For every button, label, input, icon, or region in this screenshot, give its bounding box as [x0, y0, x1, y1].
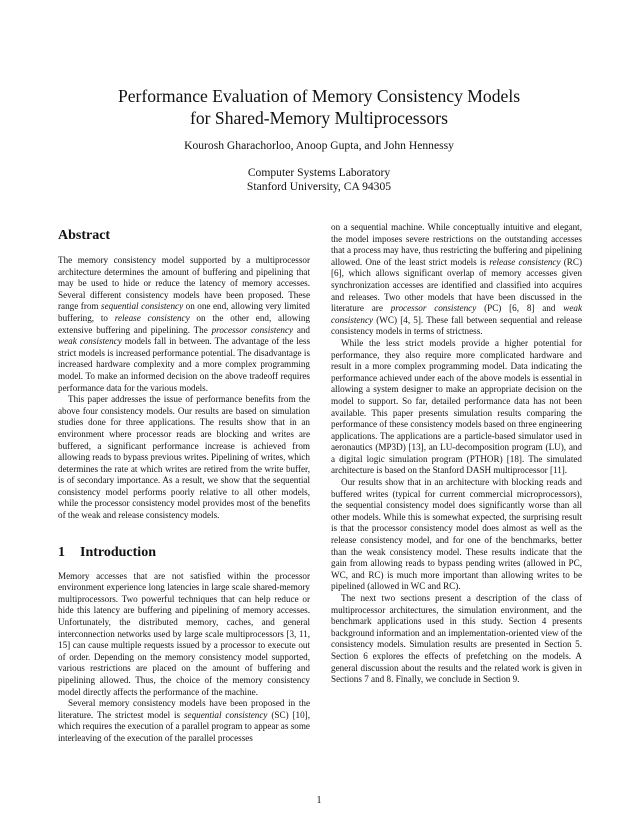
emphasized-term: processor consistency — [390, 303, 477, 314]
intro-paragraph-1: Memory accesses that are not satisfied within the processor environment experience long latencies in large scale shared-memory multiprocessors. Two powerful techniques that can help reduce or hide this latency are buffering and pipelining of memory accesses. Unfortunately, the distributed memory, caches, and general interconnection networks used by large scale multiprocessors [3, 11, 15] can cause multiple requests issued by a processor to execute out of order. Depending on the memory consistency model supported, various restrictions are placed on the amount of buffering and pipelining allowed. Thus, the choice of the memory consistency model directly affects the performance of the machine. — [58, 570, 310, 697]
body-paragraph-2: While the less strict models provide a higher potential for performance, they also require more complicated hardware and result in a more complex programming model. Data indicating the performance achieved under each of the above models is essential in allowing a system designer to make an appropriate decision on the model to support. So far, detailed performance data has not been available. This paper presents simulation results comparing the performance of these consistency models based on three engineering applications. The applications are a particle-based simulator used in aeronautics (MP3D) [13], an LU-decomposition program (LU), and a digital logic simulation program (PTHOR) [18]. The simulated architecture is based on the Stanford DASH multiprocessor [11]. — [331, 337, 582, 476]
body-paragraph-1 — [331, 222, 582, 338]
text-run: on one end, allowing very limited buffering, to — [58, 301, 310, 323]
text-run: on the other end, allowing extensive buffering and pipelining. The — [58, 312, 310, 335]
emphasized-term: sequential consistency — [101, 301, 184, 312]
abstract-paragraph-1 — [58, 255, 310, 394]
authors: Kourosh Gharachorloo, Anoop Gupta, and John Hennessy — [184, 139, 454, 152]
text-run: Several memory consistency models have been proposed in the literature. The strictest model is — [58, 698, 310, 720]
paper-title — [0, 85, 638, 129]
left-column — [58, 222, 310, 745]
text-run: (PC) [6, 8] and — [476, 303, 564, 314]
page-number: 1 — [316, 795, 322, 806]
emphasized-term: weak consistency — [331, 303, 583, 325]
abstract-heading: Abstract — [58, 228, 111, 243]
text-run: The memory consistency model supported by a multiprocessor architecture determines the amount of buffering and pipelining that may be used to hide or reduce the latency of memory accesses. Several different consistency models have been proposed. These range from — [58, 255, 310, 312]
text-run: on a sequential machine. While conceptually intuitive and elegant, the model imposes severe restrictions on the outstanding accesses that a process may have, thus restricting the buffering and pipelining allowed. One of the least strict models is — [331, 222, 582, 267]
emphasized-term: release consistency — [114, 312, 190, 323]
text-run: and — [293, 324, 310, 335]
affiliation-line-2: Stanford University, CA 94305 — [246, 180, 392, 193]
emphasized-term: weak consistency — [58, 336, 122, 347]
emphasized-term: processor consistency — [211, 324, 294, 335]
section-number: 1 — [58, 544, 65, 560]
introduction-heading — [58, 545, 310, 561]
intro-paragraph-2 — [58, 698, 310, 744]
affiliation-line-1: Computer Systems Laboratory — [247, 166, 391, 179]
affiliation — [0, 166, 638, 194]
text-run: (WC) [4, 5]. These fall between sequential and release consistency models in terms of strictness. — [331, 314, 582, 337]
title-line-1: Performance Evaluation of Memory Consistency Models — [117, 86, 521, 106]
body-paragraph-3: Our results show that in an architecture with blocking reads and buffered writes (typical for current commercial microprocessors), the sequential consistency model does significantly worse than all other models. While this is somewhat expected, the surprising result is that the processor consistency model does almost as well as the release consistency model, and for one of the benchmarks, better than the weak consistency model. These results indicate that the gain from allowing reads to bypass pending writes (allowed in PC, WC, and RC) is much more important than allowing writes to be pipelined (allowed in WC and RC). — [331, 477, 582, 592]
abstract-paragraph-2: This paper addresses the issue of performance benefits from the above four consistency models. Our results are based on simulation studies done for three applications. The results show that in an environment where processor reads are blocking and writes are buffered, a significant performance increase is achieved from allowing reads to bypass previous writes. Pipelining of writes, which determines the rate at which writes are retired from the write buffer, is of secondary importance. As a result, we show that the sequential consistency model performs poorly relative to all other models, while the processor consistency model provides most of the benefits of the weak and release consistency models. — [58, 394, 310, 521]
emphasized-term: sequential consistency — [184, 709, 268, 720]
emphasized-term: release consistency — [489, 256, 561, 267]
right-column — [331, 222, 582, 686]
body-paragraph-4: The next two sections present a description of the class of multiprocessor architectures, the simulation environment, and the benchmark applications used in this study. Section 4 presents background information and an implementation-oriented view of the consistency models. Simulation results are presented in Section 5. Section 6 explores the effects of prefetching on the models. A general discussion about the results and the related work is given in Sections 7 and 8. Finally, we conclude in Section 9. — [331, 593, 582, 685]
title-line-2: for Shared-Memory Multiprocessors — [190, 108, 448, 128]
section-title: Introduction — [80, 544, 156, 560]
text-run: models fall in between. The advantage of the less strict models is increased performance potential. The disadvantage is increased hardware complexity and a more complex programming model. To make an informed decision on the above tradeoff requires performance data for the various models. — [58, 336, 311, 393]
text-run: (RC) [6], which allows significant overlap of memory accesses given synchronization accesses are identified and classified into acquires and releases. Two other models that have been discussed in the literature are — [331, 256, 583, 314]
text-run: (SC) [10], which requires the execution of a parallel program to appear as some interleaving of the execution of the parallel processes — [58, 709, 310, 743]
